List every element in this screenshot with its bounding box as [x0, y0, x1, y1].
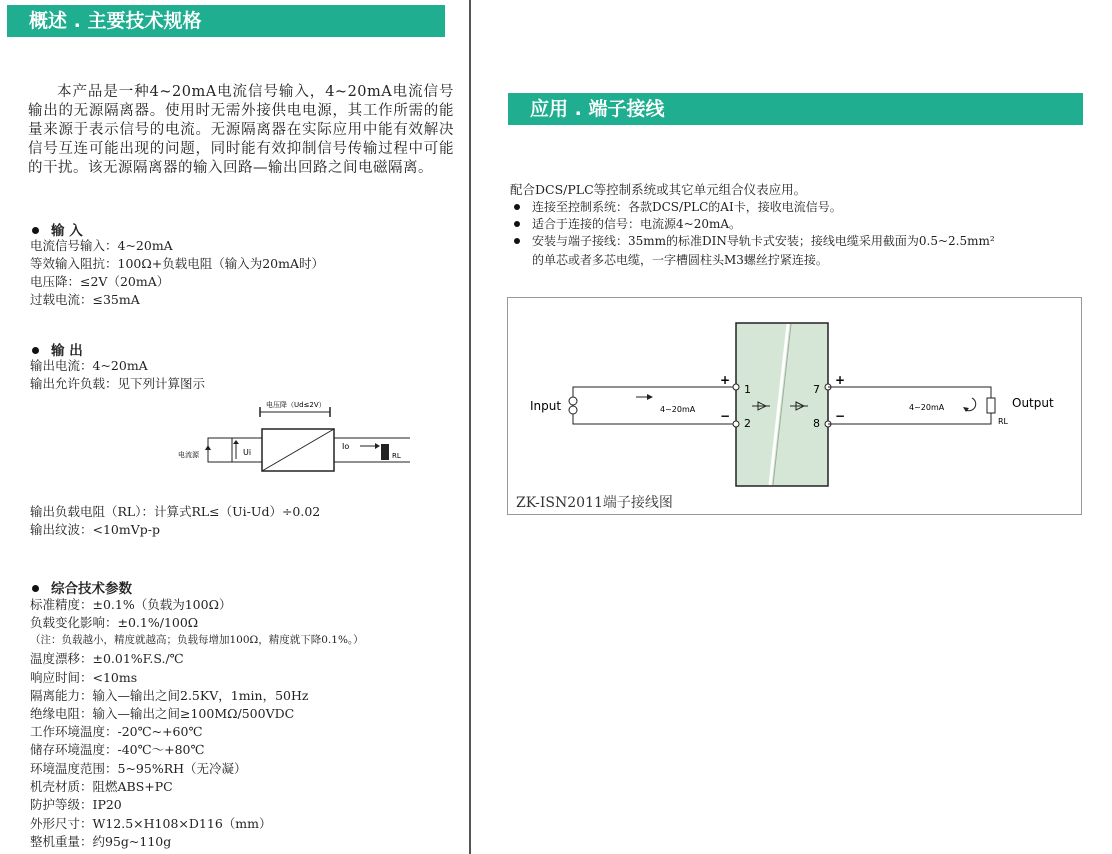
- spec-line: 负载变化影响：±0.1%/100Ω: [30, 615, 199, 630]
- wiring-diagram: [508, 298, 1081, 514]
- input-current-label: 4~20mA: [660, 405, 696, 414]
- application-bullet: [510, 199, 842, 216]
- input-line: 电压降：≤2V（20mA）: [30, 274, 170, 289]
- spec-line: 工作环境温度：-20℃~+60℃: [30, 724, 203, 739]
- output-plus: +: [835, 373, 846, 387]
- spec-note: （注：负载越小，精度就越高；负载每增加100Ω，精度就下降0.1%。）: [30, 634, 364, 646]
- right-section-banner: 应用 . 端子接线: [508, 93, 1083, 125]
- output-line: 输出电流：4~20mA: [30, 358, 148, 373]
- spec-line: 温度漂移：±0.01%F.S./℃: [30, 651, 184, 666]
- output-section-title: [28, 339, 83, 359]
- terminal-2: [733, 421, 739, 427]
- spec-line: 防护等级：IP20: [30, 797, 122, 812]
- bullet-dot: [32, 347, 39, 354]
- load-resistor: [987, 398, 995, 413]
- output-current-label: 4~20mA: [909, 403, 945, 412]
- bullet-text: 连接至控制系统：各款DCS/PLC的AI卡，接收电流信号。: [532, 200, 842, 214]
- input-line: 过载电流：≤35mA: [30, 292, 140, 307]
- terminal-1: [733, 384, 739, 390]
- input-label: Input: [530, 399, 562, 413]
- spec-line: 绝缘电阻：输入—输出之间≥100MΩ/500VDC: [30, 706, 295, 721]
- spec-line: 标准精度：±0.1%（负载为100Ω）: [30, 597, 232, 612]
- terminal-8-label: 8: [813, 417, 820, 430]
- io-arrowhead: [375, 443, 380, 449]
- output-label: Output: [1012, 396, 1054, 410]
- load-resistor-label: RL: [998, 417, 1009, 426]
- left-section-banner: 概述 . 主要技术规格: [7, 5, 445, 37]
- spec-line: 机壳材质：阻燃ABS+PC: [30, 779, 173, 794]
- bullet-text: 安装与端子接线：35mm的标准DIN导轨卡式安装；接线电缆采用截面为0.5~2.5mm²: [532, 234, 995, 248]
- rl-resistor: [381, 444, 389, 460]
- input-section-title-text: 输 入: [51, 223, 83, 239]
- source-arrowhead: [205, 445, 211, 450]
- application-intro: 配合DCS/PLC等控制系统或其它单元组合仪表应用。: [510, 182, 807, 197]
- bullet-dot: [514, 204, 520, 210]
- terminal-7-label: 7: [813, 383, 820, 396]
- terminal-1-label: 1: [744, 383, 751, 396]
- spec-line: 响应时间：<10ms: [30, 670, 138, 685]
- input-loop-wire: [573, 387, 736, 424]
- diagram-caption: ZK-ISN2011端子接线图: [516, 495, 673, 511]
- input-plus: +: [720, 373, 731, 387]
- spec-line: 环境温度范围：5~95%RH（无冷凝）: [30, 761, 247, 776]
- output-line: 输出负载电阻（RL）：计算式RL≤（Ui-Ud）÷0.02: [30, 504, 321, 519]
- bullet-dot: [514, 238, 520, 244]
- spec-line: 隔离能力：输入—输出之间2.5KV，1min，50Hz: [30, 688, 309, 703]
- spec-line: 储存环境温度：-40℃～+80℃: [30, 742, 205, 757]
- output-section-title-text: 输 出: [51, 343, 83, 359]
- current-source-symbol: [569, 406, 577, 414]
- bullet-dot: [32, 585, 39, 592]
- column-divider: [469, 0, 471, 854]
- input-section-title: [28, 219, 83, 239]
- bullet-text: 适合于连接的信号：电流源4~20mA。: [532, 217, 742, 231]
- spec-line: 整机重量：约95g~110g: [30, 834, 172, 849]
- spec-line: 外形尺寸：W12.5×H108×D116（mm）: [30, 816, 272, 831]
- load-calculation-diagram: [170, 398, 410, 480]
- input-arrowhead: [647, 394, 653, 400]
- output-current-arrowhead: [963, 407, 969, 412]
- voltage-drop-label: 电压降（Ud≤2V）: [266, 401, 326, 409]
- product-intro: 本产品是一种4~20mA电流信号输入，4~20mA电流信号输出的无源隔离器。使用时无需外接供电电源，其工作所需的能量来源于表示信号的电流。无源隔离器在实际应用中能有效解决信号互连可能出现的问题，同时能有效抑制信号传输过程中可能的干扰。该无源隔离器的输入回路—输出回路之间电磁隔离。: [28, 84, 454, 176]
- current-source-symbol: [569, 397, 577, 405]
- input-line: 电流信号输入：4~20mA: [30, 238, 173, 253]
- terminal-2-label: 2: [744, 417, 751, 430]
- rl-label: RL: [392, 452, 401, 460]
- bullet-continuation: 的单芯或者多芯电缆，一字槽圆柱头M3螺丝拧紧连接。: [532, 253, 828, 267]
- output-line: 输出允许负载：见下列计算图示: [30, 376, 206, 391]
- bullet-dot: [32, 227, 39, 234]
- io-label: Io: [342, 442, 350, 451]
- output-line: 输出纹波：<10mVp-p: [30, 522, 160, 537]
- input-minus: −: [720, 409, 731, 423]
- application-bullet: [510, 216, 741, 233]
- general-section-title: [28, 577, 132, 597]
- general-section-title-text: 综合技术参数: [51, 581, 132, 597]
- ui-label: Ui: [243, 448, 252, 457]
- output-minus: −: [835, 409, 846, 423]
- source-label: 电流源: [178, 451, 199, 459]
- application-bullet: [510, 233, 995, 250]
- input-line: 等效输入阻抗：100Ω+负载电阻（输入为20mA时）: [30, 256, 324, 271]
- bullet-dot: [514, 221, 520, 227]
